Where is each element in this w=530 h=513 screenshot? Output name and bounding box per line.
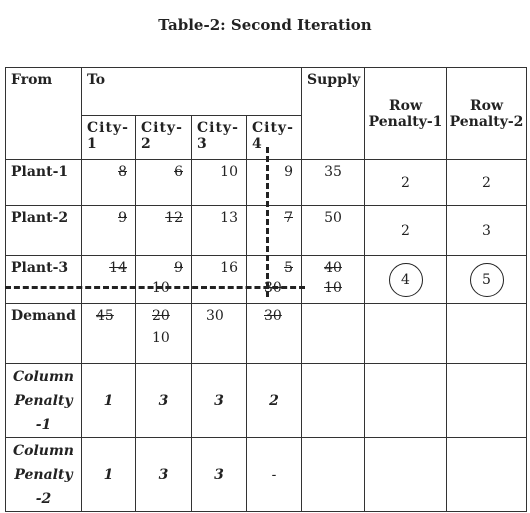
row-penalty-2-cell: 3	[447, 206, 527, 256]
column-penalty-cell: 3	[192, 438, 247, 512]
supply-cell: 50	[302, 206, 365, 256]
row-penalty-1-cell: 2	[365, 206, 447, 256]
demand-cell: 30	[192, 304, 247, 364]
eliminated-column-line	[266, 147, 269, 297]
row-penalty-2-header: Row Penalty-2	[447, 68, 527, 160]
city-3-header: City-3	[192, 116, 247, 160]
city-2-header: City-2	[136, 116, 192, 160]
row-penalty-2-cell: 5	[470, 263, 504, 297]
plant-3-label: Plant-3	[6, 256, 82, 304]
column-penalty-cell: 2	[247, 364, 302, 438]
cost-cell: 8	[118, 164, 127, 180]
cost-cell: 10	[192, 160, 247, 206]
column-penalty-cell: -	[247, 438, 302, 512]
eliminated-row-line	[5, 286, 305, 289]
city-4-header: City-4	[247, 116, 302, 160]
row-penalty-1-cell: 4	[389, 263, 423, 297]
plant-1-label: Plant-1	[6, 160, 82, 206]
demand-cell: 20	[152, 308, 170, 324]
column-penalty-1-label: Column Penalty -1	[6, 364, 82, 438]
demand-cell: 45	[96, 308, 114, 324]
cost-cell: 5	[284, 260, 293, 276]
column-penalty-2-row	[6, 438, 527, 512]
from-header: From	[6, 68, 82, 160]
supply-cell: 35	[302, 160, 365, 206]
column-penalty-1-row	[6, 364, 527, 438]
to-header: To	[82, 68, 302, 116]
cost-cell: 13	[192, 206, 247, 256]
column-penalty-cell: 1	[82, 438, 136, 512]
supply-updated: 10	[324, 280, 342, 296]
demand-cell: 30	[264, 308, 282, 324]
cost-cell: 16	[192, 256, 247, 304]
row-penalty-1-cell: 2	[365, 160, 447, 206]
column-penalty-2-label: Column Penalty -2	[6, 438, 82, 512]
cost-cell: 9	[118, 210, 127, 226]
column-penalty-cell: 1	[82, 364, 136, 438]
demand-row	[6, 304, 527, 364]
column-penalty-cell: 3	[192, 364, 247, 438]
demand-label: Demand	[6, 304, 82, 364]
column-penalty-cell: 3	[136, 438, 192, 512]
cost-cell: 6	[174, 164, 183, 180]
demand-updated: 10	[152, 330, 170, 346]
supply-header: Supply	[302, 68, 365, 160]
cost-cell: 9	[247, 160, 302, 206]
row-penalty-1-header: Row Penalty-1	[365, 68, 447, 160]
row-penalty-2-cell: 2	[447, 160, 527, 206]
cost-cell: 9	[174, 260, 183, 276]
cost-cell: 12	[165, 210, 183, 226]
city-1-header: City-1	[82, 116, 136, 160]
plant-2-label: Plant-2	[6, 206, 82, 256]
page-title: Table-2: Second Iteration	[158, 16, 372, 34]
cost-cell: 14	[109, 260, 127, 276]
supply-cell: 40	[324, 260, 342, 276]
column-penalty-cell: 3	[136, 364, 192, 438]
cost-cell: 7	[284, 210, 293, 226]
allocation-value: 30	[264, 280, 282, 296]
allocation-value: 10	[152, 280, 170, 296]
